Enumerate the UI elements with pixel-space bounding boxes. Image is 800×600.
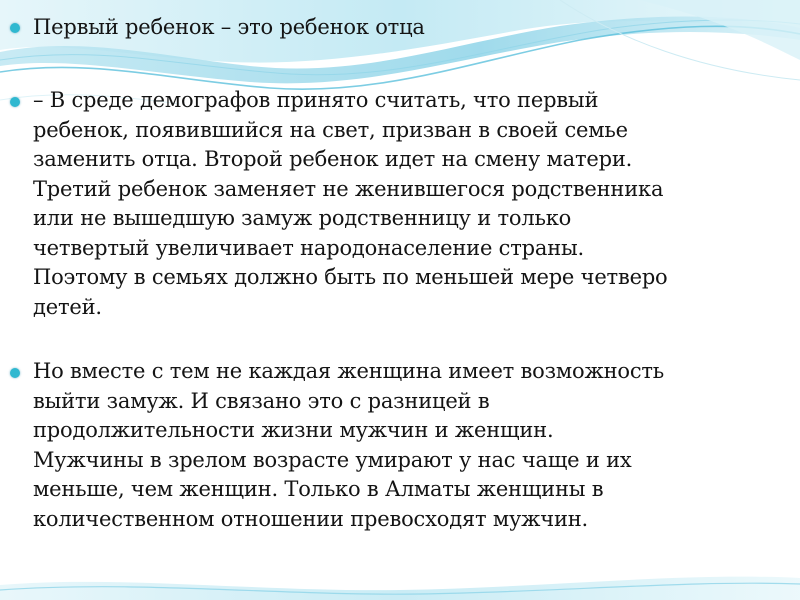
bullet-dot-icon — [10, 23, 20, 33]
bullet-dot-icon — [10, 368, 20, 378]
bullet-text-2: – В среде демографов принято считать, что первый ребенок, появившийся на свет, призван в своей семье заменить отца. Второй ребенок идет на смену матери. Третий ребенок заменяет не женившегося родственника или не вышедшую замуж родственницу и только четвертый увеличивает народонаселение страны. Поэтому в семьях должно быть по меньшей мере четверо детей. — [33, 88, 668, 319]
bullet-text-3: Но вместе с тем не каждая женщина имеет возможность выйти замуж. И связано это с разницей в продолжительности жизни мужчин и женщин. Мужчины в зрелом возрасте умирают у нас чаще и их меньше, чем женщин. Только в Алматы женщины в количественном отношении превосходят мужчин. — [33, 359, 665, 531]
bullet-dot-icon — [10, 97, 20, 107]
bullet-text-1: Первый ребенок – это ребенок отца — [33, 15, 425, 39]
